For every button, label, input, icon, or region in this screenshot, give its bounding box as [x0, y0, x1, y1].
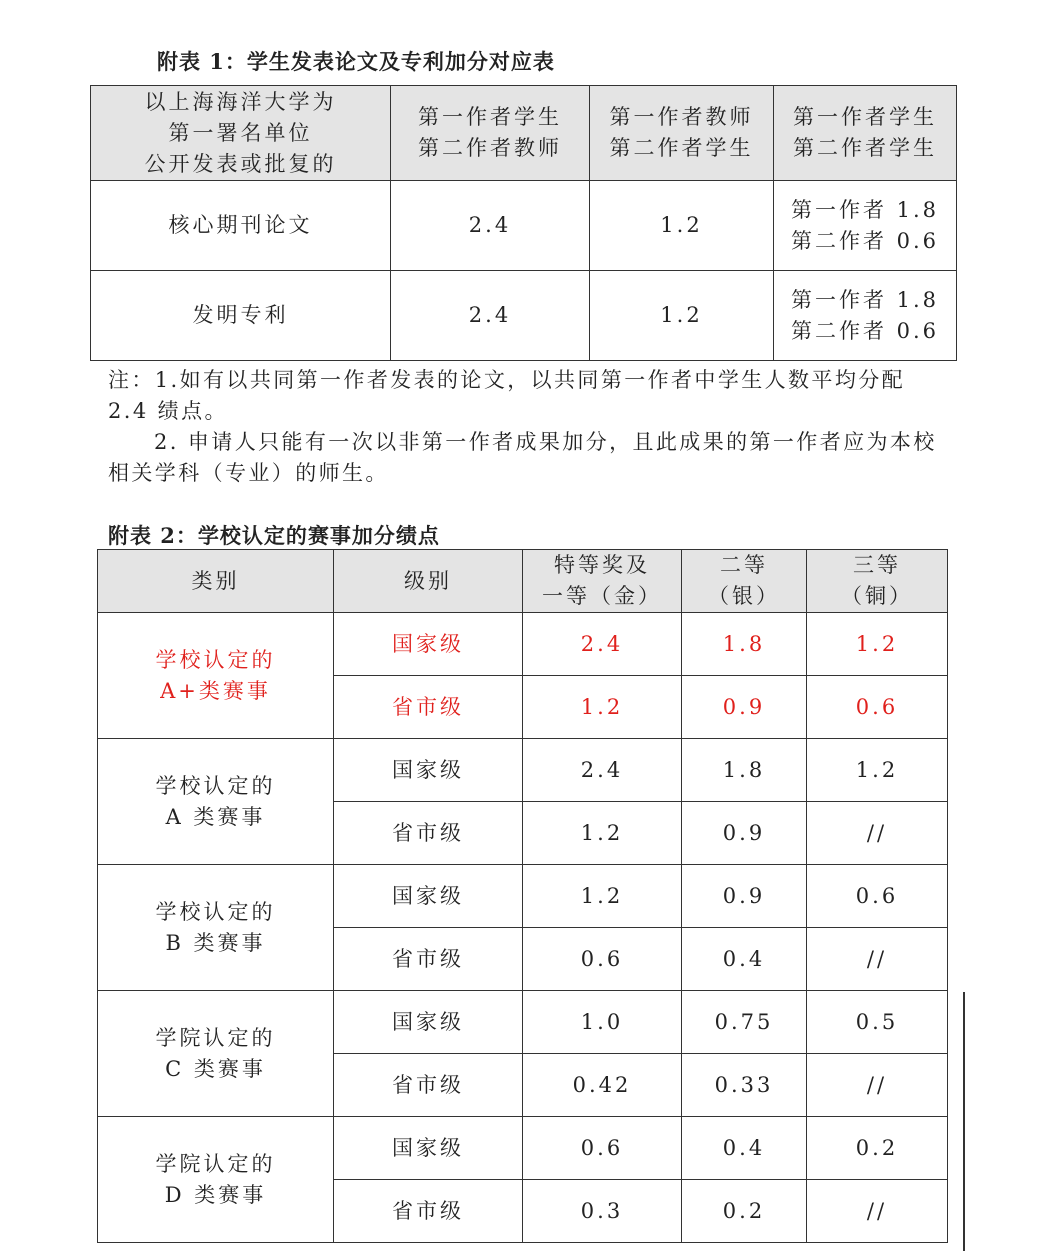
table-row — [91, 271, 957, 361]
table-row — [98, 739, 948, 802]
row-label: 发明专利 — [91, 271, 391, 361]
points-cell: 0.9 — [682, 802, 807, 865]
table-cell: 1.2 — [590, 271, 774, 361]
points-cell: 0.6 — [807, 865, 948, 928]
points-cell: 0.9 — [682, 865, 807, 928]
points-cell: 0.9 — [682, 676, 807, 739]
points-cell: // — [807, 1180, 948, 1243]
table-cell: 第一作者 1.8 第二作者 0.6 — [774, 181, 957, 271]
table2-header-row — [98, 550, 948, 613]
points-cell: 0.42 — [523, 1054, 682, 1117]
points-cell: 0.6 — [523, 1117, 682, 1180]
table-row — [91, 181, 957, 271]
level-cell: 国家级 — [334, 991, 523, 1054]
table2-title: 附表 2：学校认定的赛事加分绩点 — [108, 523, 440, 548]
points-cell: 0.33 — [682, 1054, 807, 1117]
points-cell: 1.2 — [523, 865, 682, 928]
table1-header-cell: 第一作者教师 第二作者学生 — [590, 86, 774, 181]
points-cell: 1.2 — [523, 676, 682, 739]
level-cell: 省市级 — [334, 928, 523, 991]
category-cell: 学院认定的 D 类赛事 — [98, 1117, 334, 1243]
points-cell: 0.2 — [807, 1117, 948, 1180]
header-third-prize: 三等 （铜） — [807, 550, 948, 613]
competition-points-table — [97, 549, 948, 1243]
paper-patent-table — [90, 85, 957, 361]
points-cell: 1.2 — [523, 802, 682, 865]
note-1: 注：1.如有以共同第一作者发表的论文，以共同第一作者中学生人数平均分配 2.4 绩点。 — [108, 368, 906, 423]
points-cell: // — [807, 928, 948, 991]
category-cell: 学校认定的 B 类赛事 — [98, 865, 334, 991]
category-cell: 学校认定的 A 类赛事 — [98, 739, 334, 865]
points-cell: 1.2 — [807, 739, 948, 802]
points-cell: 0.3 — [523, 1180, 682, 1243]
margin-line — [963, 992, 965, 1251]
table-row — [98, 865, 948, 928]
level-cell: 国家级 — [334, 739, 523, 802]
points-cell: 1.0 — [523, 991, 682, 1054]
level-cell: 省市级 — [334, 1180, 523, 1243]
level-cell: 国家级 — [334, 1117, 523, 1180]
row-label: 核心期刊论文 — [91, 181, 391, 271]
table-cell: 2.4 — [391, 181, 590, 271]
header-category: 类别 — [98, 550, 334, 613]
category-cell: 学院认定的 C 类赛事 — [98, 991, 334, 1117]
level-cell: 省市级 — [334, 1054, 523, 1117]
note-2: 2. 申请人只能有一次以非第一作者成果加分，且此成果的第一作者应为本校相关学科（专业）的师生。 — [108, 430, 937, 485]
table-cell: 1.2 — [590, 181, 774, 271]
table1-title: 附表 1：学生发表论文及专利加分对应表 — [157, 49, 555, 74]
header-second-prize: 二等 （银） — [682, 550, 807, 613]
points-cell: 2.4 — [523, 739, 682, 802]
points-cell: 2.4 — [523, 613, 682, 676]
points-cell: 0.4 — [682, 1117, 807, 1180]
header-first-prize: 特等奖及 一等（金） — [523, 550, 682, 613]
table-cell: 2.4 — [391, 271, 590, 361]
points-cell: 1.8 — [682, 613, 807, 676]
table1-header-cell: 以上海海洋大学为 第一署名单位 公开发表或批复的 — [91, 86, 391, 181]
points-cell: // — [807, 802, 948, 865]
table-row — [98, 1117, 948, 1180]
points-cell: 0.6 — [523, 928, 682, 991]
table-row — [98, 613, 948, 676]
points-cell: 1.2 — [807, 613, 948, 676]
level-cell: 国家级 — [334, 865, 523, 928]
header-level: 级别 — [334, 550, 523, 613]
points-cell: 0.6 — [807, 676, 948, 739]
table-cell: 第一作者 1.8 第二作者 0.6 — [774, 271, 957, 361]
points-cell: 1.8 — [682, 739, 807, 802]
points-cell: // — [807, 1054, 948, 1117]
level-cell: 省市级 — [334, 676, 523, 739]
level-cell: 省市级 — [334, 802, 523, 865]
level-cell: 国家级 — [334, 613, 523, 676]
table1-header-cell: 第一作者学生 第二作者学生 — [774, 86, 957, 181]
table-row — [98, 991, 948, 1054]
points-cell: 0.4 — [682, 928, 807, 991]
category-cell: 学校认定的 A+类赛事 — [98, 613, 334, 739]
table1-header-cell: 第一作者学生 第二作者教师 — [391, 86, 590, 181]
points-cell: 0.75 — [682, 991, 807, 1054]
points-cell: 0.2 — [682, 1180, 807, 1243]
table1-notes — [108, 365, 948, 489]
points-cell: 0.5 — [807, 991, 948, 1054]
table1-header-row — [91, 86, 957, 181]
